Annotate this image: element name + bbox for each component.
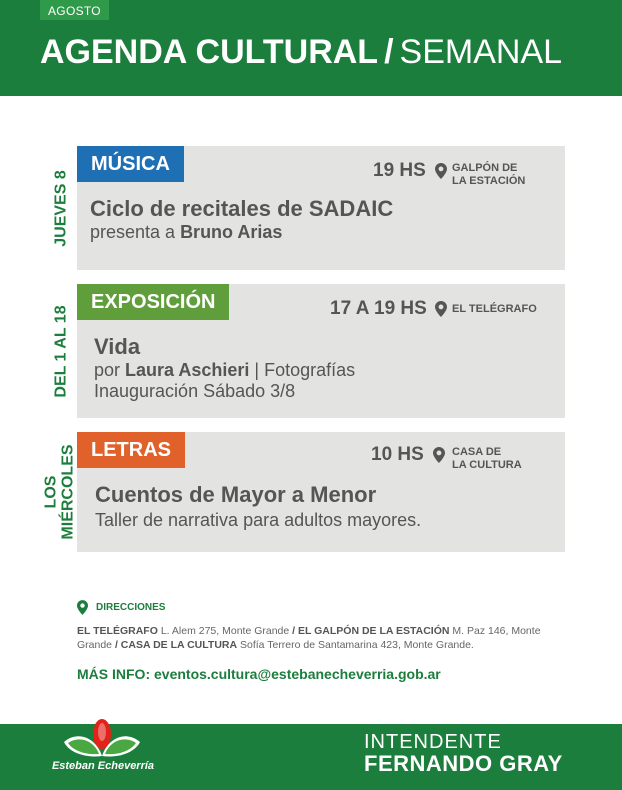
detail-bold: Laura Aschieri: [125, 360, 250, 380]
venue-name: CASA DE LA CULTURA: [117, 639, 238, 651]
event-detail: [90, 222, 282, 243]
venue-address: L. Alem 275, Monte Grande: [157, 625, 293, 637]
event-time: 10 HS: [371, 444, 424, 465]
venue-address: M. Paz 146, Monte Grande: [77, 625, 541, 651]
event-title: Vida: [94, 334, 141, 359]
location-pin-icon: [77, 600, 88, 615]
venue-line: EL TELÉGRAFO: [452, 303, 537, 315]
event-venue: [452, 162, 525, 188]
location-pin-icon: [435, 163, 447, 179]
title-light: SEMANAL: [399, 33, 563, 71]
directions-title: DIRECCIONES: [96, 602, 166, 613]
category-badge: EXPOSICIÓN: [77, 284, 229, 320]
venue-name: EL TELÉGRAFO: [77, 625, 158, 637]
event-day-text: [43, 444, 77, 539]
mayor-role: INTENDENTE: [364, 731, 502, 753]
event-day-label: [46, 146, 76, 270]
event-detail: Taller de narrativa para adultos mayores.: [95, 510, 422, 530]
category-badge: MÚSICA: [77, 146, 184, 182]
page-title: [40, 32, 562, 72]
event-card-musica: [77, 146, 565, 270]
category-badge: LETRAS: [77, 432, 185, 468]
mayor-name: FERNANDO GRAY: [364, 751, 563, 776]
event-title: Cuentos de Mayor a Menor: [95, 482, 377, 507]
event-card-letras: [77, 432, 565, 552]
logo-text: Esteban Echeverría: [51, 760, 155, 772]
venue-line: CASA DE: [452, 446, 502, 458]
location-pin-icon: [433, 447, 445, 463]
event-title: Ciclo de recitales de SADAIC: [90, 196, 394, 221]
month-tag: AGOSTO: [40, 0, 109, 20]
event-card-exposicion: [77, 284, 565, 418]
directions-text: [77, 624, 567, 652]
detail-prefix: por: [94, 360, 126, 380]
header: [0, 0, 622, 96]
event-time: 19 HS: [373, 160, 426, 181]
venue-line: LA CULTURA: [452, 459, 522, 471]
separator: /: [114, 639, 118, 651]
detail-suffix: | Fotografías: [249, 360, 356, 380]
more-info-email[interactable]: MÁS INFO: eventos.cultura@estebanecheverria.gob.ar: [77, 666, 441, 682]
location-pin-icon: [435, 301, 447, 317]
title-bold: AGENDA CULTURAL: [40, 33, 379, 71]
event-day-label: [46, 284, 76, 418]
separator: /: [292, 625, 296, 637]
venue-line: GALPÓN DE: [452, 162, 518, 174]
detail-bold: Bruno Arias: [180, 222, 283, 242]
event-venue: [452, 303, 537, 316]
detail-prefix: presenta a: [90, 222, 181, 242]
event-day-text: DEL 1 AL 18: [52, 304, 70, 398]
venue-address: Sofía Terrero de Santamarina 423, Monte Grande.: [237, 639, 474, 651]
event-detail: [94, 360, 355, 381]
event-time: 17 A 19 HS: [330, 298, 427, 319]
event-day-label: [38, 432, 82, 552]
venue-line: LA ESTACIÓN: [452, 175, 526, 187]
event-venue: [452, 446, 522, 472]
day-line: LOS: [43, 475, 60, 509]
event-detail-2: Inauguración Sábado 3/8: [94, 381, 296, 401]
day-line: MIÉRCOLES: [60, 444, 77, 540]
venue-name: EL GALPÓN DE LA ESTACIÓN: [295, 625, 450, 637]
event-day-text: JUEVES 8: [52, 169, 70, 247]
title-separator: /: [384, 33, 394, 71]
